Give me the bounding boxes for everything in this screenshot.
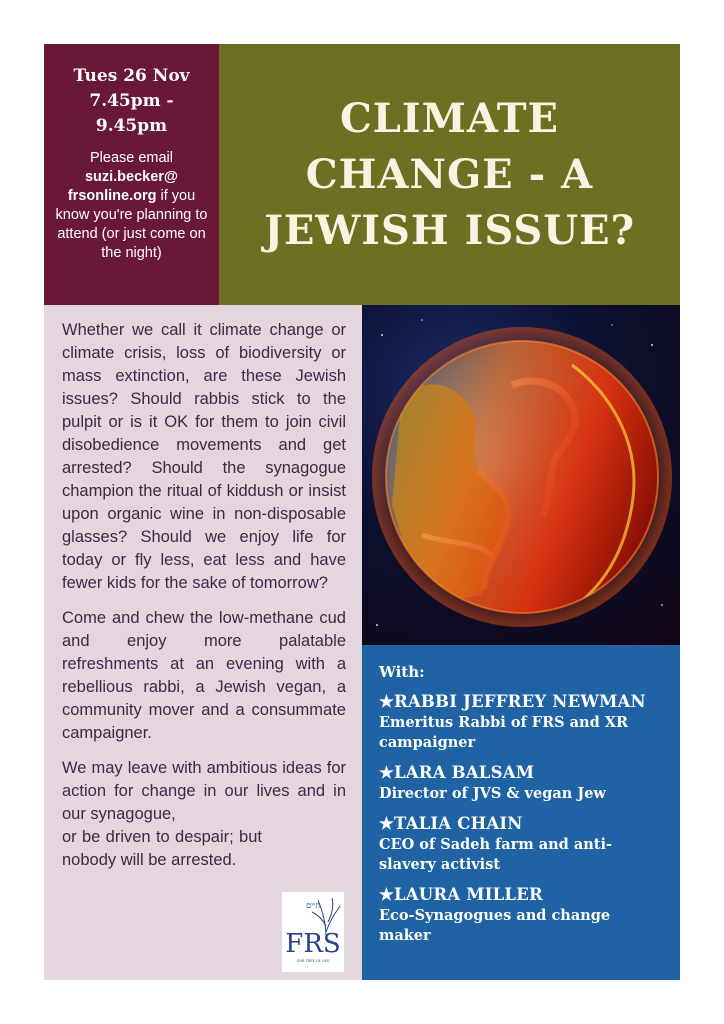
logo-hebrew: חיים [306,901,320,910]
earth-on-fire-icon [362,305,680,645]
description-panel [44,305,362,980]
logo-text: FRS [285,929,341,959]
email-address-part1[interactable]: suzi.becker@ [84,169,179,185]
title-line-3: JEWISH ISSUE? [263,206,636,254]
speaker-description: Director of JVS & vegan Jew [379,785,606,802]
speaker-item [379,691,666,753]
rsvp-text [50,149,213,263]
logo-tagline: OUR TREE OF LIFE [296,959,330,963]
speakers-panel [362,645,680,980]
description-paragraph-3a: We may leave with ambitious ideas for action for change in our lives and in our synagogue, [62,759,346,823]
email-intro: Please email [89,150,173,166]
title-line-1: CLIMATE [339,94,560,142]
description-paragraph-3b: or be driven to despair; but nobody will be arrested. [62,828,262,869]
globe-image [362,305,680,645]
description-paragraph-1: Whether we call it climate change or climate crisis, loss of biodiversity or mass extinction, are these Jewish issues? Should rabbis stick to the pulpit or is it OK for them to join civil disobedience movements and get arrested? Should the synagogue champion the ritual of kiddush or insist upon organic wine in non-disposable glasses? Should we enjoy life for today or fly less, eat less and have fewer kids for the sake of tomorrow? [62,321,346,592]
speaker-description: CEO of Sadeh farm and anti-slavery activist [379,836,612,873]
speaker-description: Eco-Synagogues and change maker [379,907,611,944]
speaker-name: ★TALIA CHAIN [379,814,523,833]
title-panel [219,44,680,305]
speaker-name: ★LARA BALSAM [379,763,535,782]
email-note: if you know you're planning to attend (or just come on the night) [55,188,208,261]
tree-of-life-icon [282,892,344,972]
speaker-item [379,884,666,946]
frs-logo [282,892,344,972]
speaker-item [379,813,666,875]
speakers-heading: With: [379,663,425,681]
speaker-item [379,762,666,804]
description-paragraph-2: Come and chew the low-methane cud and enjoy more palatable refreshments at an evening with a rebellious rabbi, a Jewish vegan, a community mover and a consummate campaigner. [62,609,346,742]
title-line-2: CHANGE - A [305,150,594,198]
event-date: Tues 26 Nov [73,66,190,86]
email-address-part2[interactable]: frsonline.org [67,188,157,204]
event-time-start: 7.45pm - [89,91,174,111]
event-info-panel [44,44,219,305]
speaker-name: ★LAURA MILLER [379,885,543,904]
page-title [264,91,635,259]
speaker-name: ★RABBI JEFFREY NEWMAN [379,692,646,711]
speaker-description: Emeritus Rabbi of FRS and XR campaigner [379,714,629,751]
event-time-end: 9.45pm [95,116,168,136]
